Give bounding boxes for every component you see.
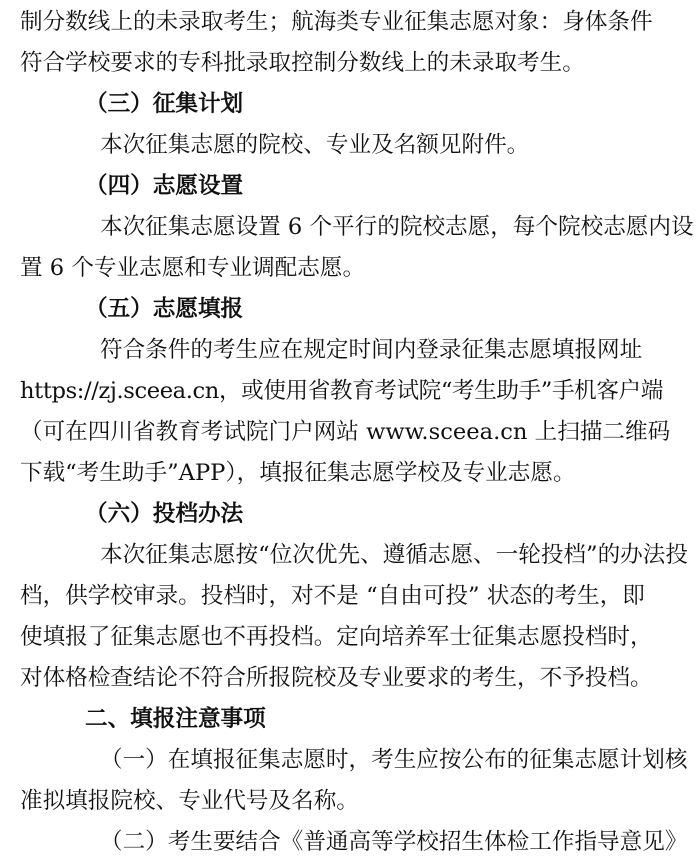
- paragraph-line: （二）考生要结合《普通高等学校招生体检工作指导意见》: [100, 829, 688, 855]
- paragraph-line: 符合学校要求的专科批录取控制分数线上的未录取考生。: [20, 50, 585, 76]
- paragraph-line: 置 6 个专业志愿和专业调配志愿。: [20, 255, 366, 281]
- paragraph-line: 制分数线上的未录取考生；航海类专业征集志愿对象：身体条件: [20, 9, 653, 35]
- paragraph-line: 符合条件的考生应在规定时间内登录征集志愿填报网址: [100, 337, 643, 363]
- paragraph-line-with-url: https://zj.sceea.cn，或使用省教育考试院“考生助手”手机客户端: [20, 378, 663, 404]
- subsection-heading-plan: （三）征集计划: [85, 91, 244, 117]
- subsection-heading-settings: （四）志愿设置: [85, 173, 244, 199]
- paragraph-line: 对体格检查结论不符合所报院校及专业要求的考生，不予投档。: [20, 665, 653, 691]
- paragraph-line: 本次征集志愿按“位次优先、遵循志愿、一轮投档”的办法投: [100, 542, 688, 568]
- paragraph-line: 档，供学校审录。投档时，对不是 “自由可投” 状态的考生，即: [20, 583, 645, 609]
- paragraph-line: 准拟填报院校、专业代号及名称。: [20, 788, 359, 814]
- paragraph-line-with-site: （可在四川省教育考试院门户网站 www.sceea.cn 上扫描二维码: [20, 419, 671, 445]
- paragraph-line: 本次征集志愿的院校、专业及名额见附件。: [100, 132, 530, 158]
- paragraph-line: 本次征集志愿设置 6 个平行的院校志愿，每个院校志愿内设: [100, 214, 694, 240]
- paragraph-line: 下载“考生助手”APP），填报征集志愿学校及专业志愿。: [20, 460, 576, 486]
- paragraph-line: （一）在填报征集志愿时，考生应按公布的征集志愿计划核: [100, 747, 688, 773]
- subsection-heading-filling: （五）志愿填报: [85, 296, 244, 322]
- subsection-heading-submission: （六）投档办法: [85, 501, 244, 527]
- section-heading-notes: 二、填报注意事项: [85, 706, 266, 732]
- paragraph-line: 使填报了征集志愿也不再投档。定向培养军士征集志愿投档时，: [20, 624, 653, 650]
